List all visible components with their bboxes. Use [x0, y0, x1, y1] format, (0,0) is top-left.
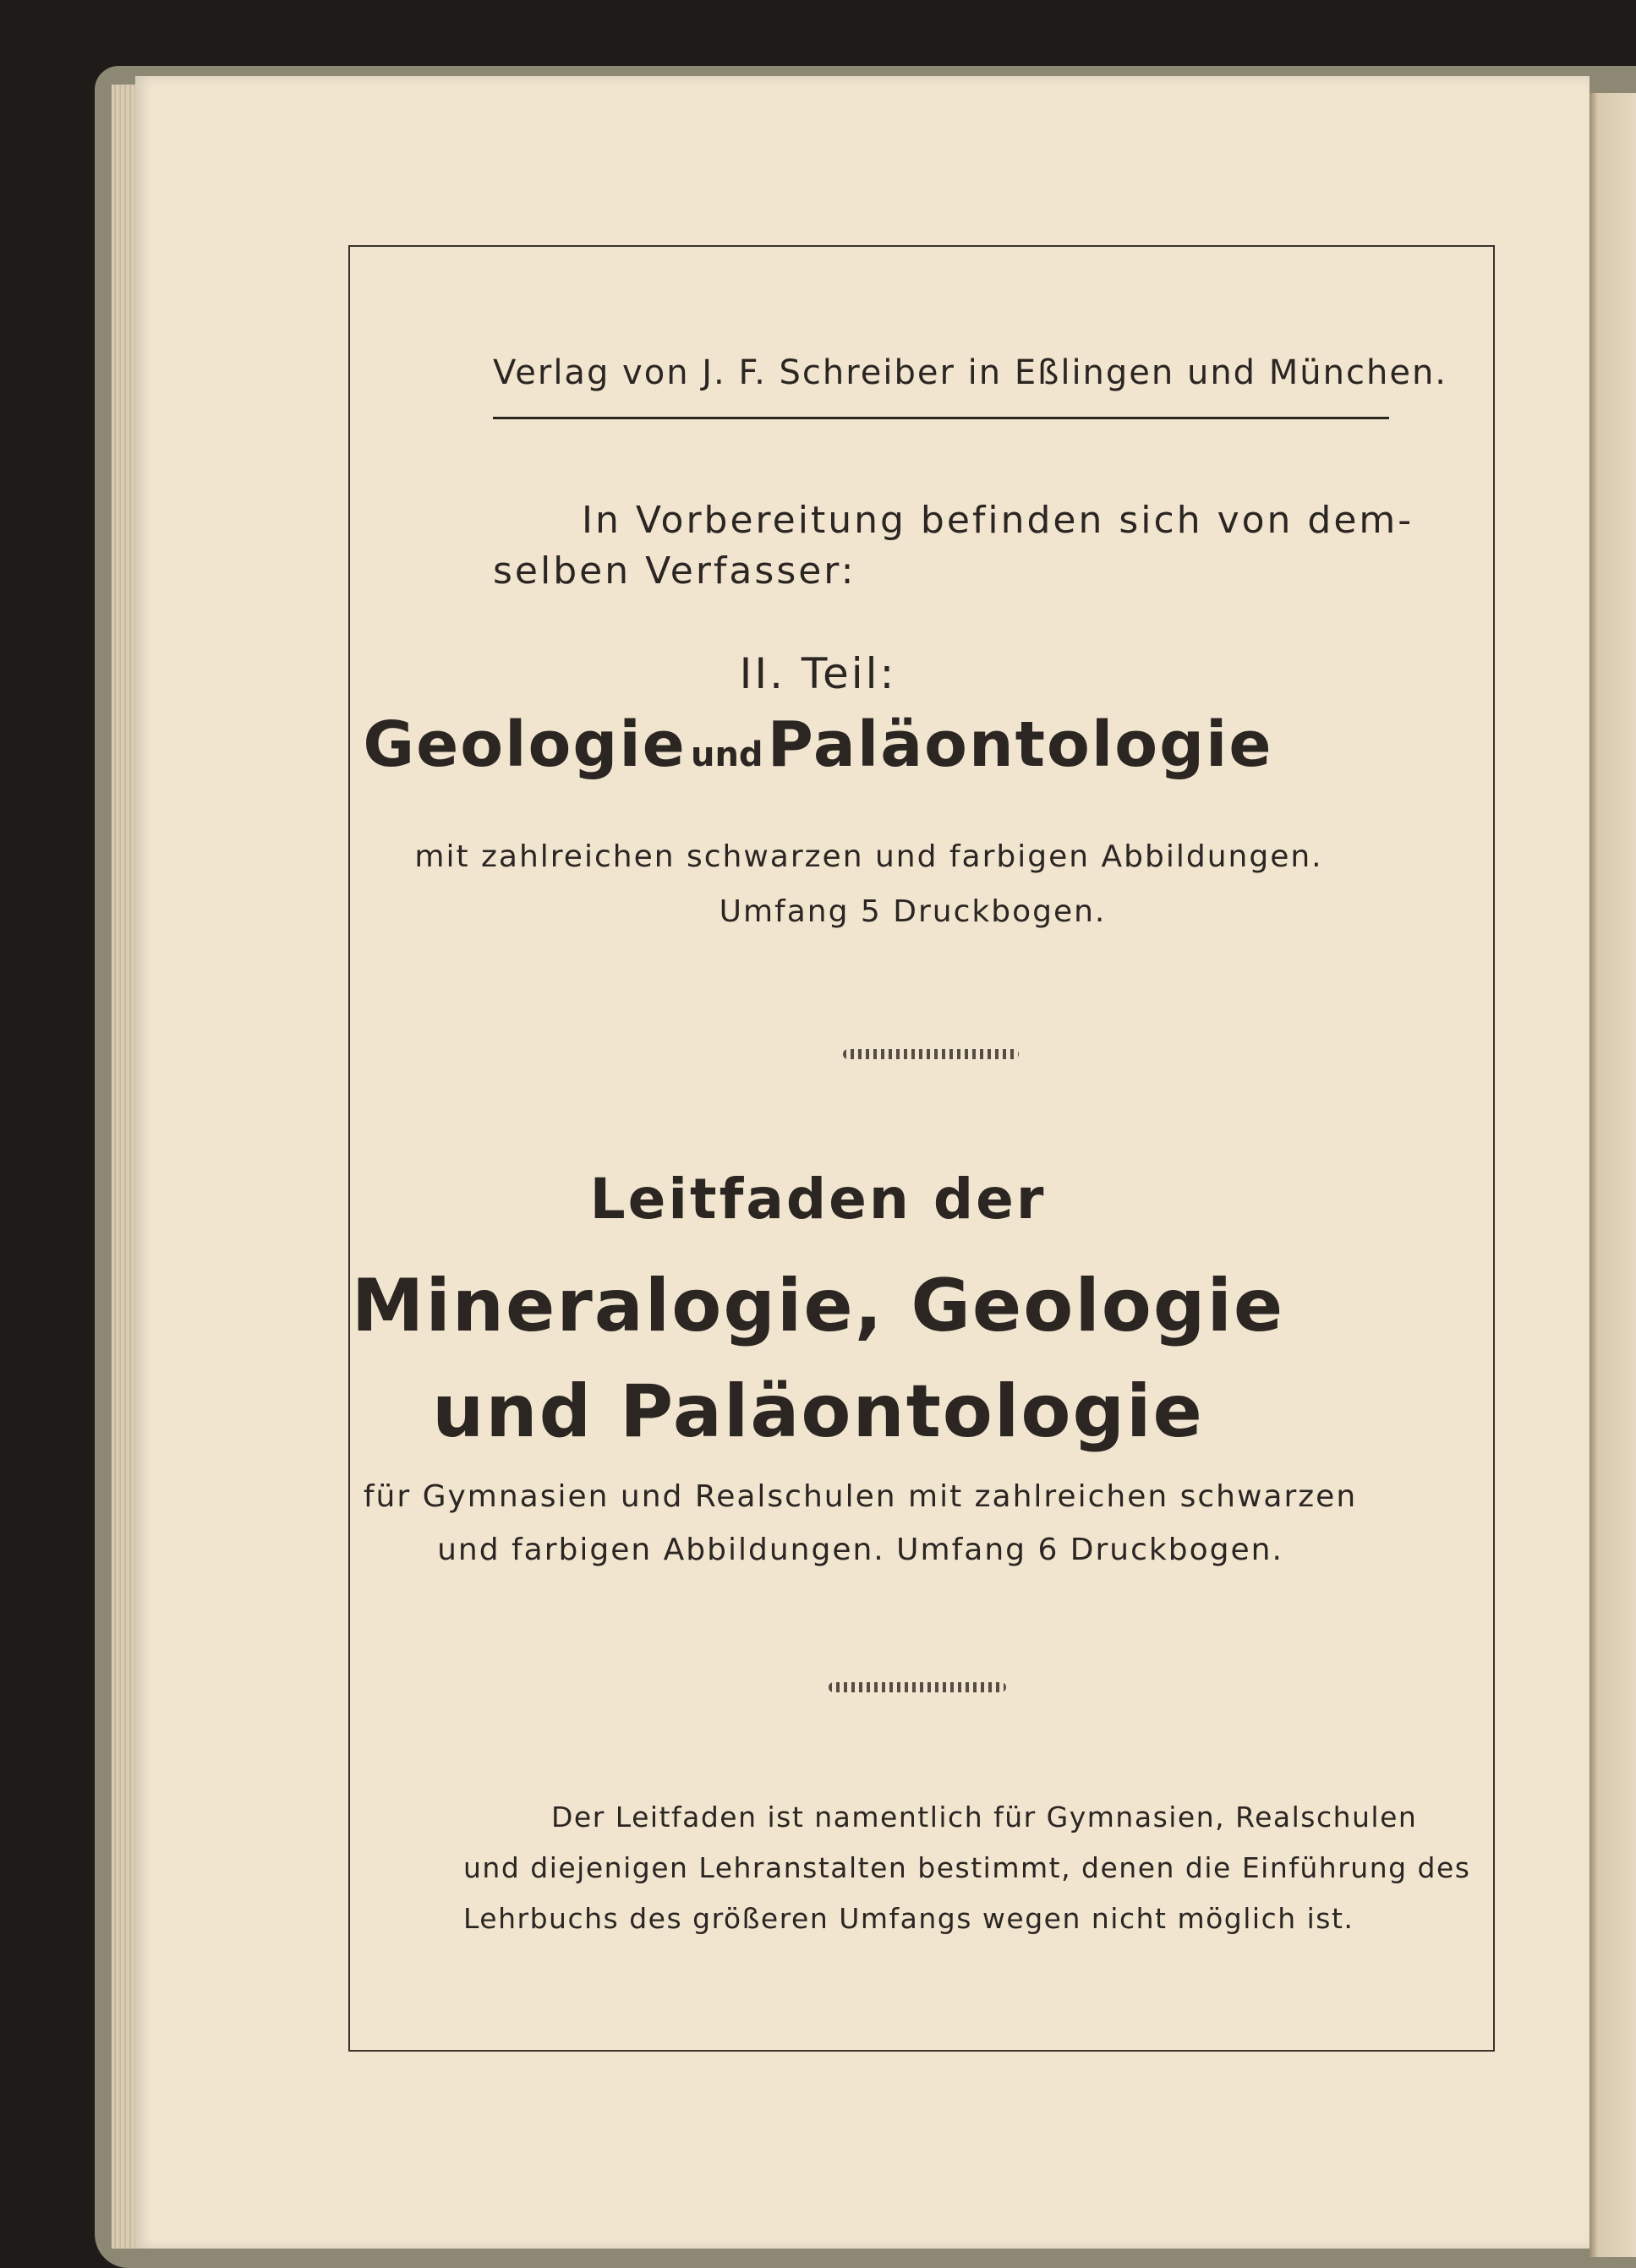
- intro-line-2: selben Verfasser:: [493, 549, 856, 593]
- title-geologie: Geologie: [363, 708, 687, 781]
- publisher-rule: [493, 417, 1389, 419]
- ornament-divider-1: [843, 1049, 1019, 1059]
- section1-description: mit zahlreichen schwarzen und farbigen Abbildungen.: [414, 839, 1323, 874]
- section2-description-1: für Gymnasien und Realschulen mit zahlreichen schwarzen: [363, 1479, 1358, 1514]
- section1-title: [0, 708, 1636, 781]
- section2-description-2: und farbigen Abbildungen. Umfang 6 Druckbogen.: [437, 1533, 1283, 1567]
- section1-extent: Umfang 5 Druckbogen.: [719, 894, 1107, 929]
- palaeontologie-title: und Paläontologie: [432, 1369, 1204, 1454]
- ornament-divider-2: [829, 1682, 1006, 1692]
- note-line-2: und diejenigen Lehranstalten bestimmt, denen die Einführung des: [463, 1851, 1471, 1884]
- note-line-1: Der Leitfaden ist namentlich für Gymnasien, Realschulen: [551, 1801, 1418, 1834]
- publisher-line: Verlag von J. F. Schreiber in Eßlingen und München.: [493, 353, 1448, 392]
- intro-line-1: In Vorbereitung befinden sich von dem-: [582, 499, 1414, 542]
- leitfaden-heading: Leitfaden der: [589, 1167, 1047, 1232]
- title-und: und: [690, 735, 763, 774]
- note-line-3: Lehrbuchs des größeren Umfangs wegen nicht möglich ist.: [463, 1902, 1354, 1935]
- title-palaeontologie: Paläontologie: [767, 708, 1273, 781]
- mineralogie-title: Mineralogie, Geologie: [351, 1264, 1285, 1348]
- part-label: II. Teil:: [739, 649, 897, 698]
